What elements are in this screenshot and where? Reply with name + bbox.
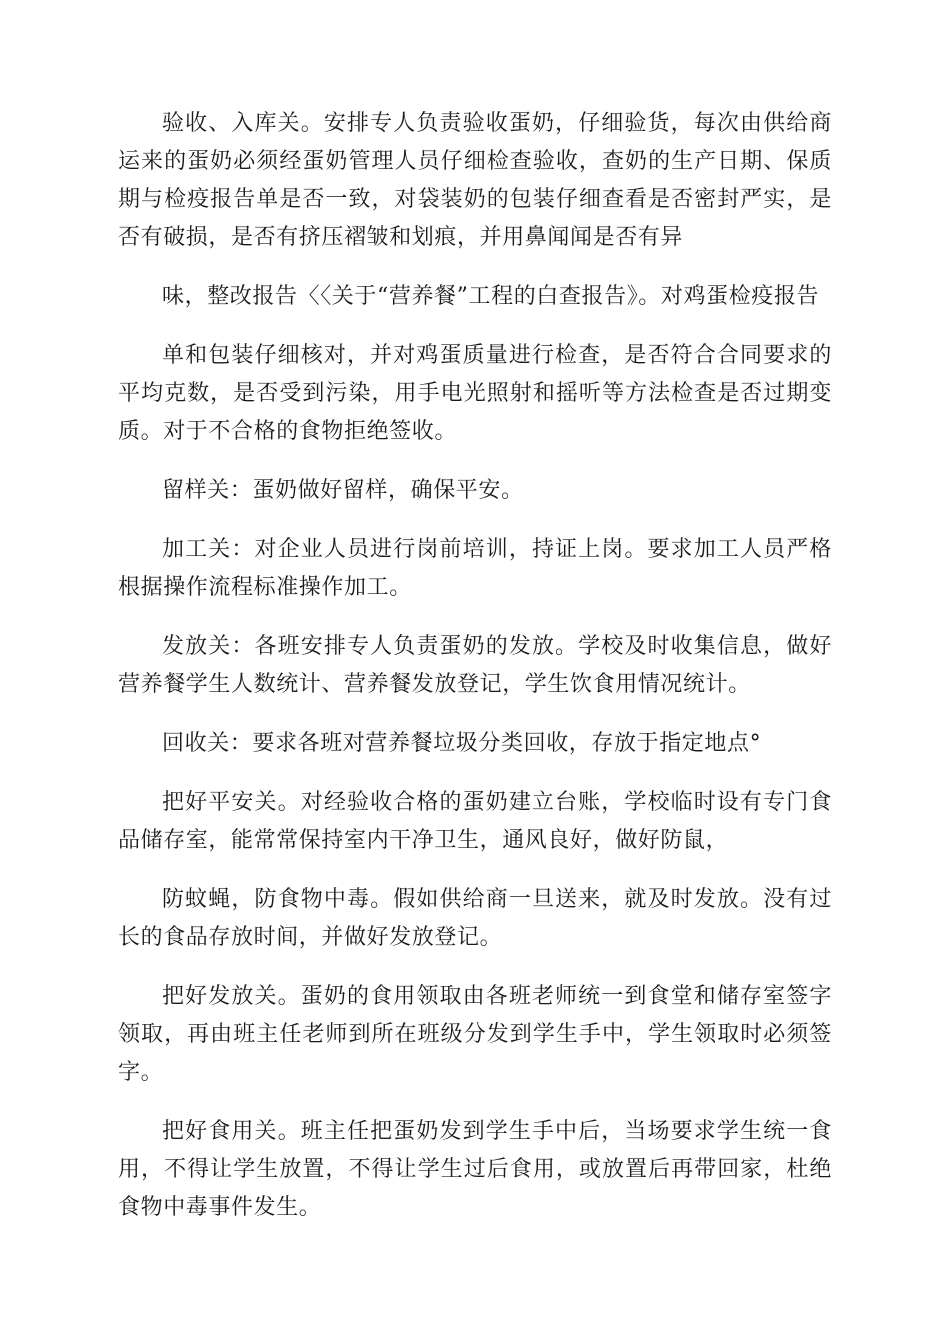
- paragraph-rectification-report: 味，整改报告〈〈关于“营养餐”工程的白查报告》。对鸡蛋检疫报告: [162, 284, 820, 309]
- paragraph-distribution-control: 把好发放关。蛋奶的食用领取由各班老师统一到食堂和储存室签字领取，再由班主任老师到所在班级分发到学生手中，学生领取时必须签字。: [118, 984, 832, 1085]
- paragraph-recycling: 回收关：要求各班对营养餐垃圾分类回收，存放于指定地点°: [162, 731, 762, 756]
- paragraph-sample-retention: 留样关：蛋奶做好留样，确保平安。: [162, 478, 524, 503]
- paragraph-consumption-control: 把好食用关。班主任把蛋奶发到学生手中后，当场要求学生统一食用，不得让学生放置，不得让学生过后食用，或放置后再带回家，杜绝食物中毒事件发生。: [118, 1119, 832, 1220]
- paragraph-safety: 把好平安关。对经验收合格的蛋奶建立台账，学校临时设有专门食品储存室，能常常保持室内干净卫生，通风良好，做好防鼠，: [118, 790, 832, 853]
- paragraph-distribution: 发放关：各班安排专人负责蛋奶的发放。学校及时收集信息，做好营养餐学生人数统计、营养餐发放登记，学生饮食用情况统计。: [118, 634, 832, 697]
- paragraph-acceptance-storage: 验收、入库关。安排专人负责验收蛋奶，仔细验货，每次由供给商运来的蛋奶必须经蛋奶管理人员仔细检查验收，查奶的生产日期、保质期与检疫报告单是否一致，对袋装奶的包装仔细查看是否密封严实，是否有破损，是否有挤压褶皱和划痕，并用鼻闻闻是否有异: [118, 111, 832, 250]
- paragraph-pest-control: 防蚊蝇，防食物中毒。假如供给商一旦送来，就及时发放。没有过长的食品存放时间，并做好发放登记。: [118, 887, 832, 950]
- paragraph-processing: 加工关：对企业人员进行岗前培训，持证上岗。要求加工人员严格根据操作流程标准操作加工。: [118, 537, 832, 600]
- paragraph-egg-inspection: 单和包装仔细核对，并对鸡蛋质量进行检查，是否符合合同要求的平均克数，是否受到污染，用手电光照射和摇听等方法检查是否过期变质。对于不合格的食物拒绝签收。: [118, 343, 832, 444]
